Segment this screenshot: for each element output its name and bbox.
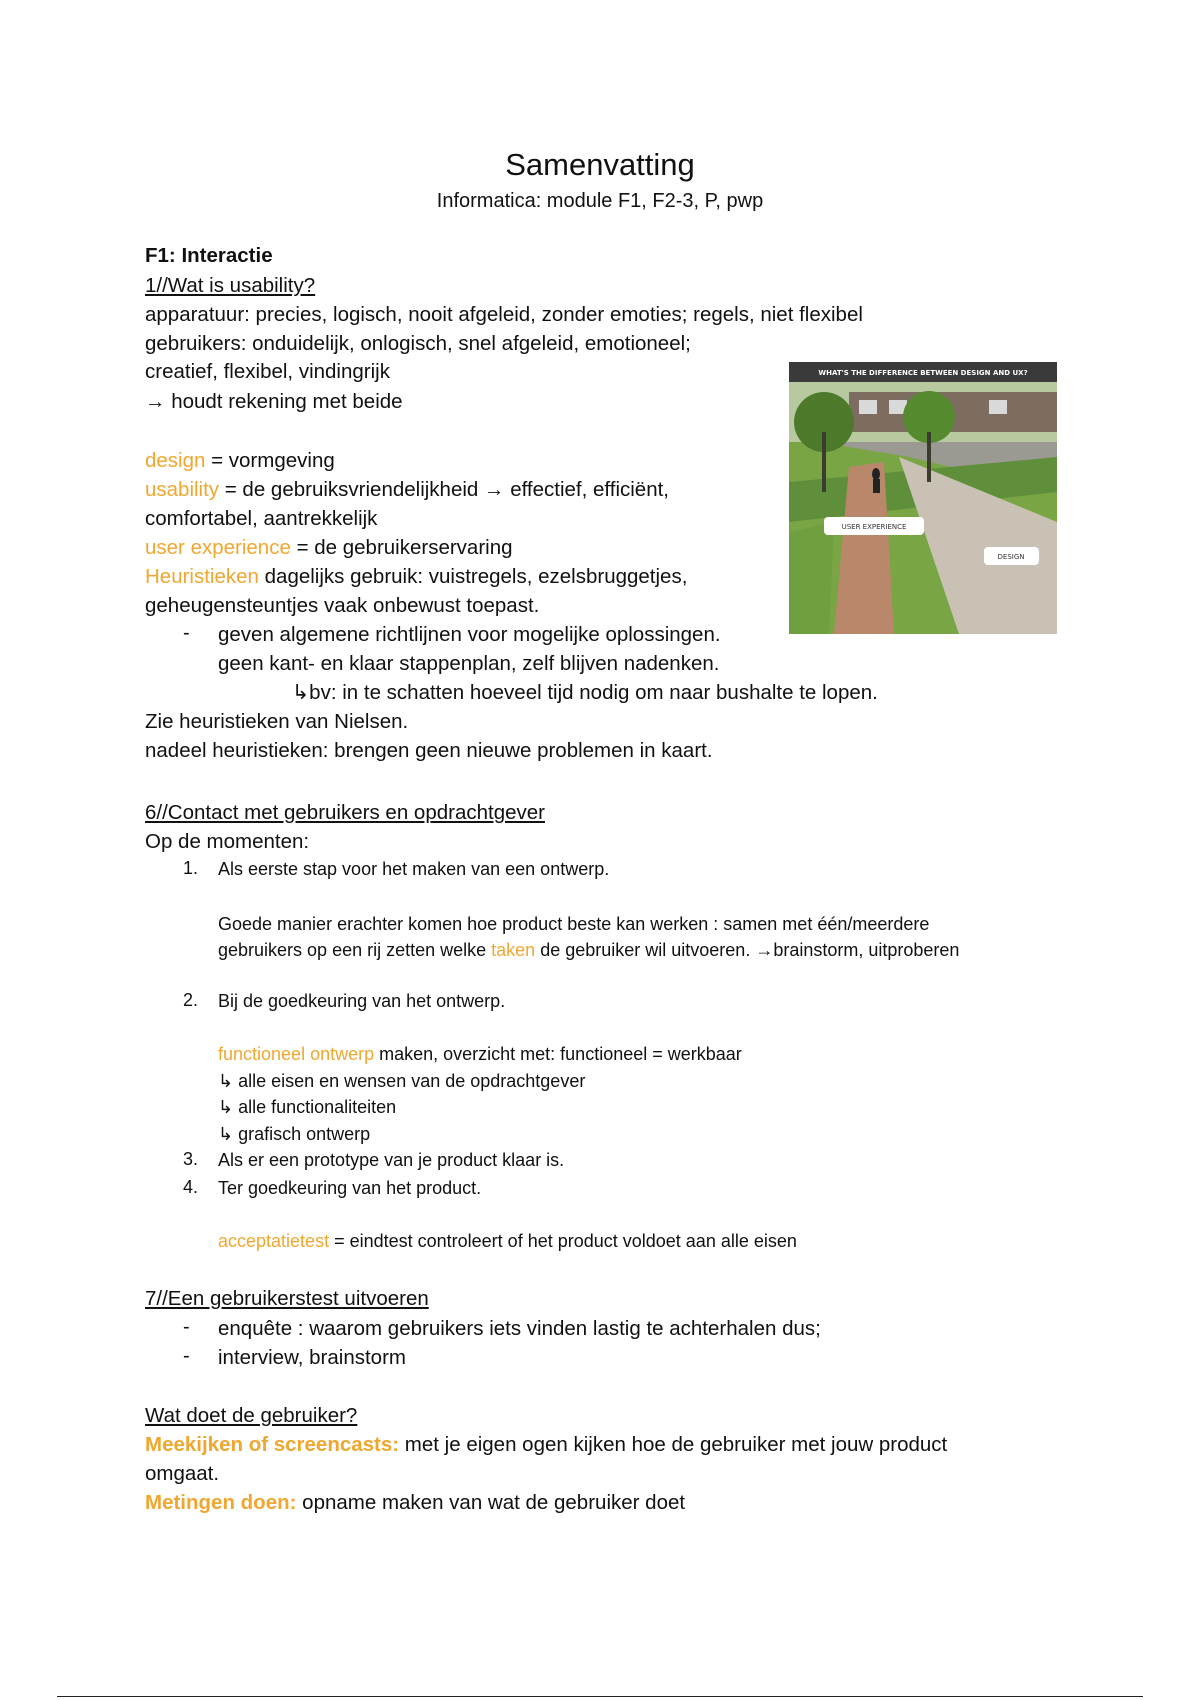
apparatuur-line: apparatuur: precies, logisch, nooit afgeleid, zonder emoties; regels, niet flexibel <box>145 303 863 326</box>
meekijken-def: met je eigen ogen kijken hoe de gebruiker met jouw product <box>399 1433 948 1456</box>
fo-functionaliteiten: ↳ alle functionaliteiten <box>218 1097 397 1117</box>
page-subtitle: Informatica: module F1, F2-3, P, pwp <box>436 190 764 212</box>
image-banner-text: WHAT'S THE DIFFERENCE BETWEEN DESIGN AND UX? <box>818 369 1028 377</box>
ux-def: = de gebruikerservaring <box>290 536 513 559</box>
design-term: design <box>145 449 206 472</box>
meekijken-line <box>145 1432 947 1458</box>
metingen-def: opname maken van wat de gebruiker doet <box>296 1491 686 1514</box>
meekijken-line-cont: omgaat. <box>145 1462 220 1485</box>
rekening-line: → houdt rekening met beide <box>145 390 403 413</box>
doet-heading: Wat doet de gebruiker? <box>145 1404 358 1427</box>
moment-3: Als er een prototype van je product klaar is. <box>218 1150 565 1170</box>
bullet-dash: - <box>183 622 190 644</box>
list-number: 1. <box>183 858 199 878</box>
fo-grafisch: ↳ grafisch ontwerp <box>218 1124 371 1144</box>
usability-term: usability <box>145 478 220 501</box>
contact-heading: 6//Contact met gebruikers en opdrachtgever <box>145 801 545 824</box>
usability-definition-cont: comfortabel, aantrekkelijk <box>145 507 378 530</box>
usability-def: = de gebruiksvriendelijkheid → effectief, efficiënt, <box>219 478 669 501</box>
creatief-line: creatief, flexibel, vindingrijk <box>145 360 390 383</box>
design-definition <box>145 448 335 474</box>
heuristieken-definition <box>145 564 687 590</box>
bullet-dash: - <box>183 1345 190 1367</box>
moment-1: Als eerste stap voor het maken van een ontwerp. <box>218 859 610 879</box>
design-def: = vormgeving <box>205 449 335 472</box>
list-number: 2. <box>183 990 199 1010</box>
test-interview: interview, brainstorm <box>218 1346 406 1369</box>
heuristieken-term: Heuristieken <box>145 565 259 588</box>
ux-definition <box>145 535 513 561</box>
image-label-ux: USER EXPERIENCE <box>841 523 907 531</box>
bullet-dash: - <box>183 1316 190 1338</box>
moment-4: Ter goedkeuring van het product. <box>218 1178 482 1198</box>
ux-term: user experience <box>145 536 291 559</box>
usability-heading: 1//Wat is usability? <box>145 274 316 297</box>
usability-definition <box>145 477 669 503</box>
heuristieken-def: dagelijks gebruik: vuistregels, ezelsbruggetjes, <box>258 565 688 588</box>
functioneel-ontwerp-def: maken, overzicht met: functioneel = werkbaar <box>374 1044 742 1064</box>
test-heading: 7//Een gebruikerstest uitvoeren <box>145 1287 429 1310</box>
section-heading-f1: F1: Interactie <box>145 244 273 267</box>
gebruikers-line: gebruikers: onduidelijk, onlogisch, snel afgeleid, emotioneel; <box>145 332 691 355</box>
metingen-term: Metingen doen: <box>145 1491 297 1514</box>
nielsen-line: Zie heuristieken van Nielsen. <box>145 710 409 733</box>
test-enquete: enquête : waarom gebruikers iets vinden lastig te achterhalen dus; <box>218 1317 821 1340</box>
list-number: 3. <box>183 1149 199 1169</box>
heuristieken-definition-cont: geheugensteuntjes vaak onbewust toepast. <box>145 594 540 617</box>
acceptatietest-def: = eindtest controleert of het product voldoet aan alle eisen <box>329 1231 797 1251</box>
explanation-text-end: de gebruiker wil uitvoeren. →brainstorm, uitproberen <box>535 940 960 960</box>
explanation-text: gebruikers op een rij zetten welke <box>218 940 492 960</box>
taken-term: taken <box>491 940 536 960</box>
bullet-example: ↳bv: in te schatten hoeveel tijd nodig om naar bushalte te lopen. <box>292 681 878 704</box>
moment-1-explanation: Goede manier erachter komen hoe product beste kan werken : samen met één/meerdere <box>218 914 930 934</box>
moment-2: Bij de goedkeuring van het ontwerp. <box>218 991 506 1011</box>
functioneel-ontwerp-line <box>218 1041 742 1067</box>
nadeel-line: nadeel heuristieken: brengen geen nieuwe problemen in kaart. <box>145 739 713 762</box>
acceptatietest-term: acceptatietest <box>218 1231 330 1251</box>
functioneel-ontwerp-term: functioneel ontwerp <box>218 1044 375 1064</box>
contact-intro: Op de momenten: <box>145 830 310 853</box>
bullet-richtlijnen: geven algemene richtlijnen voor mogelijke oplossingen. <box>218 623 721 646</box>
image-label-design: DESIGN <box>997 553 1025 561</box>
design-vs-ux-image <box>789 362 1057 634</box>
fo-eisen: ↳ alle eisen en wensen van de opdrachtgever <box>218 1071 586 1091</box>
acceptatietest-line <box>218 1228 797 1254</box>
moment-1-explanation-cont <box>218 937 959 963</box>
metingen-line <box>145 1490 685 1516</box>
bullet-stappenplan: geen kant- en klaar stappenplan, zelf blijven nadenken. <box>218 652 720 675</box>
page-title: Samenvatting <box>505 147 695 182</box>
list-number: 4. <box>183 1177 199 1197</box>
meekijken-term: Meekijken of screencasts: <box>145 1433 400 1456</box>
bottom-rule <box>57 1696 1143 1697</box>
